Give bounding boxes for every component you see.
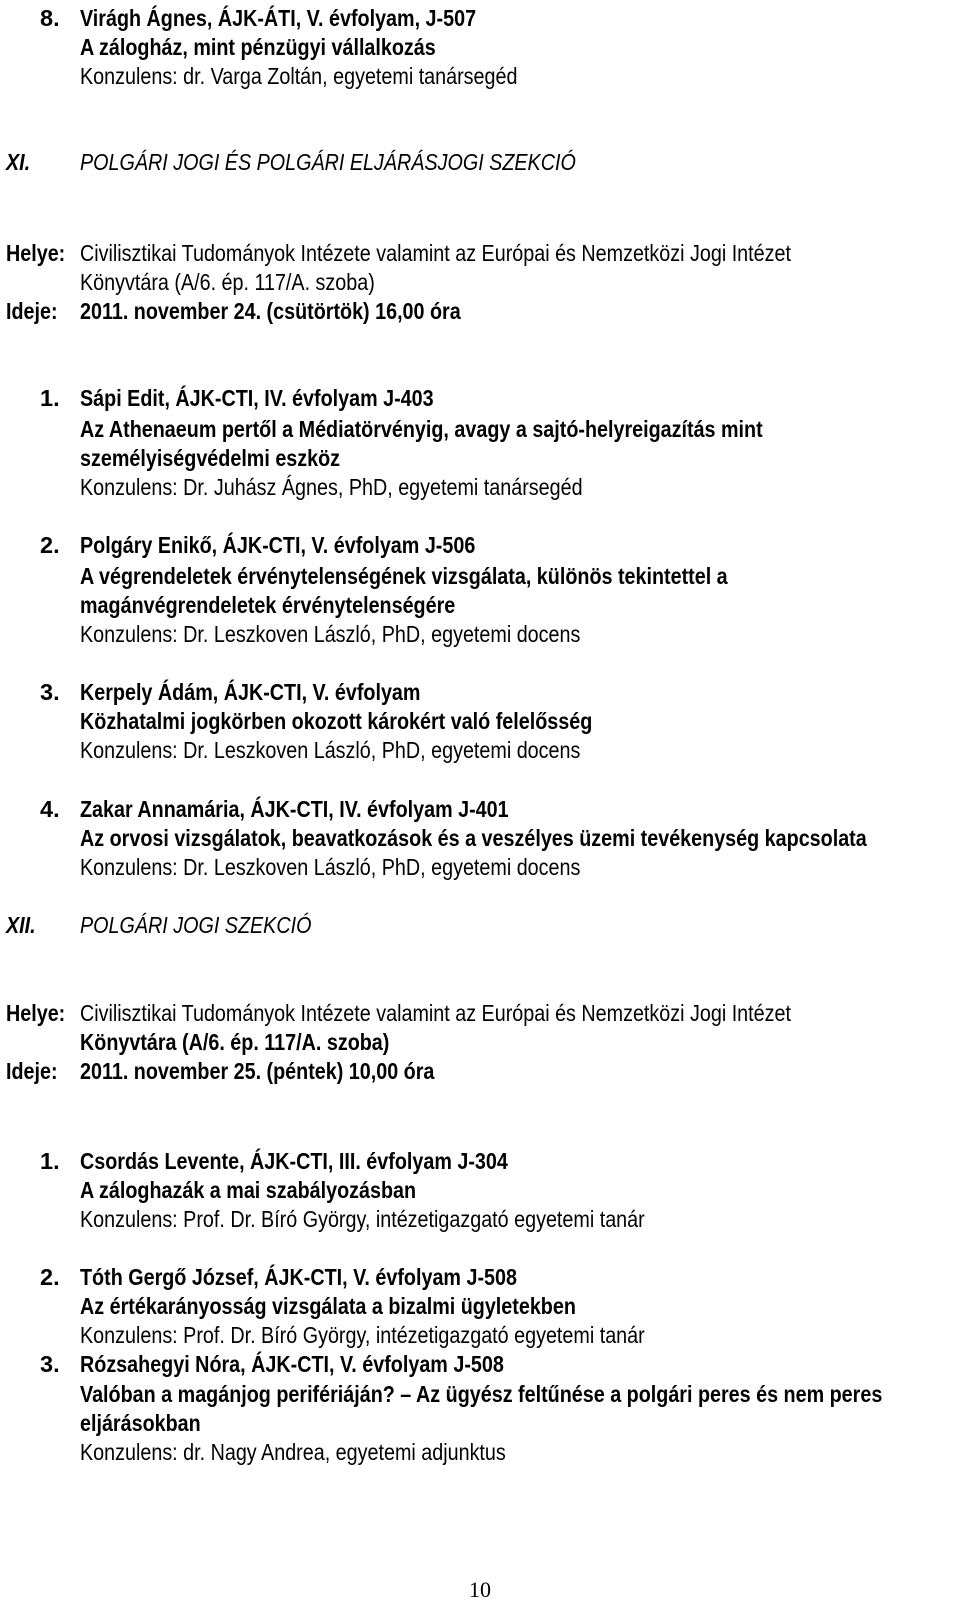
entry-title: A zálogház, mint pénzügyi vállalkozás	[80, 34, 436, 60]
entry-title: Valóban a magánjog perifériáján? – Az ügyész feltűnése a polgári peres és nem peres	[80, 1381, 883, 1407]
entry-title: Közhatalmi jogkörben okozott károkért való felelősség	[80, 708, 593, 734]
entry-heading: Kerpely Ádám, ÁJK-CTI, V. évfolyam	[80, 679, 421, 705]
location-label: Helye:	[6, 1000, 66, 1026]
entry-heading: Polgáry Enikő, ÁJK-CTI, V. évfolyam J-506	[80, 532, 476, 558]
entry-number: 3.	[40, 679, 60, 705]
time-text: 2011. november 24. (csütörtök) 16,00 óra	[80, 298, 461, 324]
entry-heading: Tóth Gergő József, ÁJK-CTI, V. évfolyam J-508	[80, 1264, 517, 1290]
entry-title: magánvégrendeletek érvénytelenségére	[80, 592, 456, 618]
entry-consultant: Konzulens: Prof. Dr. Bíró György, intézetigazgató egyetemi tanár	[80, 1322, 645, 1348]
entry-consultant: Konzulens: Dr. Leszkoven László, PhD, egyetemi docens	[80, 737, 581, 763]
entry-number: 1.	[40, 385, 60, 411]
entry-consultant: Konzulens: dr. Nagy Andrea, egyetemi adjunktus	[80, 1439, 506, 1465]
entry-title: személyiségvédelmi eszköz	[80, 445, 341, 471]
entry-title: A záloghazák a mai szabályozásban	[80, 1177, 417, 1203]
entry-heading: Virágh Ágnes, ÁJK-ÁTI, V. évfolyam, J-507	[80, 5, 477, 31]
location-text: Könyvtára (A/6. ép. 117/A. szoba)	[80, 269, 375, 295]
entry-heading: Zakar Annamária, ÁJK-CTI, IV. évfolyam J-401	[80, 796, 509, 822]
entry-consultant: Konzulens: Prof. Dr. Bíró György, intézetigazgató egyetemi tanár	[80, 1206, 645, 1232]
entry-number: 3.	[40, 1351, 60, 1377]
section-numeral: XII.	[6, 912, 36, 938]
location-text: Könyvtára (A/6. ép. 117/A. szoba)	[80, 1029, 390, 1055]
entry-number: 2.	[40, 1264, 60, 1290]
entry-title: eljárásokban	[80, 1410, 201, 1436]
entry-heading: Rózsahegyi Nóra, ÁJK-CTI, V. évfolyam J-508	[80, 1351, 504, 1377]
entry-consultant: Konzulens: Dr. Leszkoven László, PhD, egyetemi docens	[80, 854, 581, 880]
entry-number: 4.	[40, 796, 60, 822]
entry-heading: Sápi Edit, ÁJK-CTI, IV. évfolyam J-403	[80, 385, 434, 411]
entry-consultant: Konzulens: Dr. Juhász Ágnes, PhD, egyetemi tanársegéd	[80, 474, 583, 500]
section-title: POLGÁRI JOGI ÉS POLGÁRI ELJÁRÁSJOGI SZEKCIÓ	[80, 149, 576, 175]
time-label: Ideje:	[6, 1058, 58, 1084]
time-label: Ideje:	[6, 298, 58, 324]
section-title: POLGÁRI JOGI SZEKCIÓ	[80, 912, 312, 938]
entry-title: Az orvosi vizsgálatok, beavatkozások és a veszélyes üzemi tevékenység kapcsolata	[80, 825, 867, 851]
entry-number: 2.	[40, 532, 60, 558]
entry-title: A végrendeletek érvénytelenségének vizsgálata, különös tekintettel a	[80, 563, 728, 589]
entry-heading: Csordás Levente, ÁJK-CTI, III. évfolyam J-304	[80, 1148, 508, 1174]
location-text: Civilisztikai Tudományok Intézete valamint az Európai és Nemzetközi Jogi Intézet	[80, 1000, 791, 1026]
entry-title: Az Athenaeum pertől a Médiatörvényig, avagy a sajtó-helyreigazítás mint	[80, 416, 763, 442]
section-numeral: XI.	[6, 149, 31, 175]
location-text: Civilisztikai Tudományok Intézete valamint az Európai és Nemzetközi Jogi Intézet	[80, 240, 791, 266]
entry-number: 1.	[40, 1148, 60, 1174]
entry-title: Az értékarányosság vizsgálata a bizalmi ügyletekben	[80, 1293, 576, 1319]
entry-consultant: Konzulens: Dr. Leszkoven László, PhD, egyetemi docens	[80, 621, 581, 647]
page-number: 10	[469, 1577, 491, 1602]
time-text: 2011. november 25. (péntek) 10,00 óra	[80, 1058, 435, 1084]
location-label: Helye:	[6, 240, 66, 266]
entry-consultant: Konzulens: dr. Varga Zoltán, egyetemi tanársegéd	[80, 63, 518, 89]
